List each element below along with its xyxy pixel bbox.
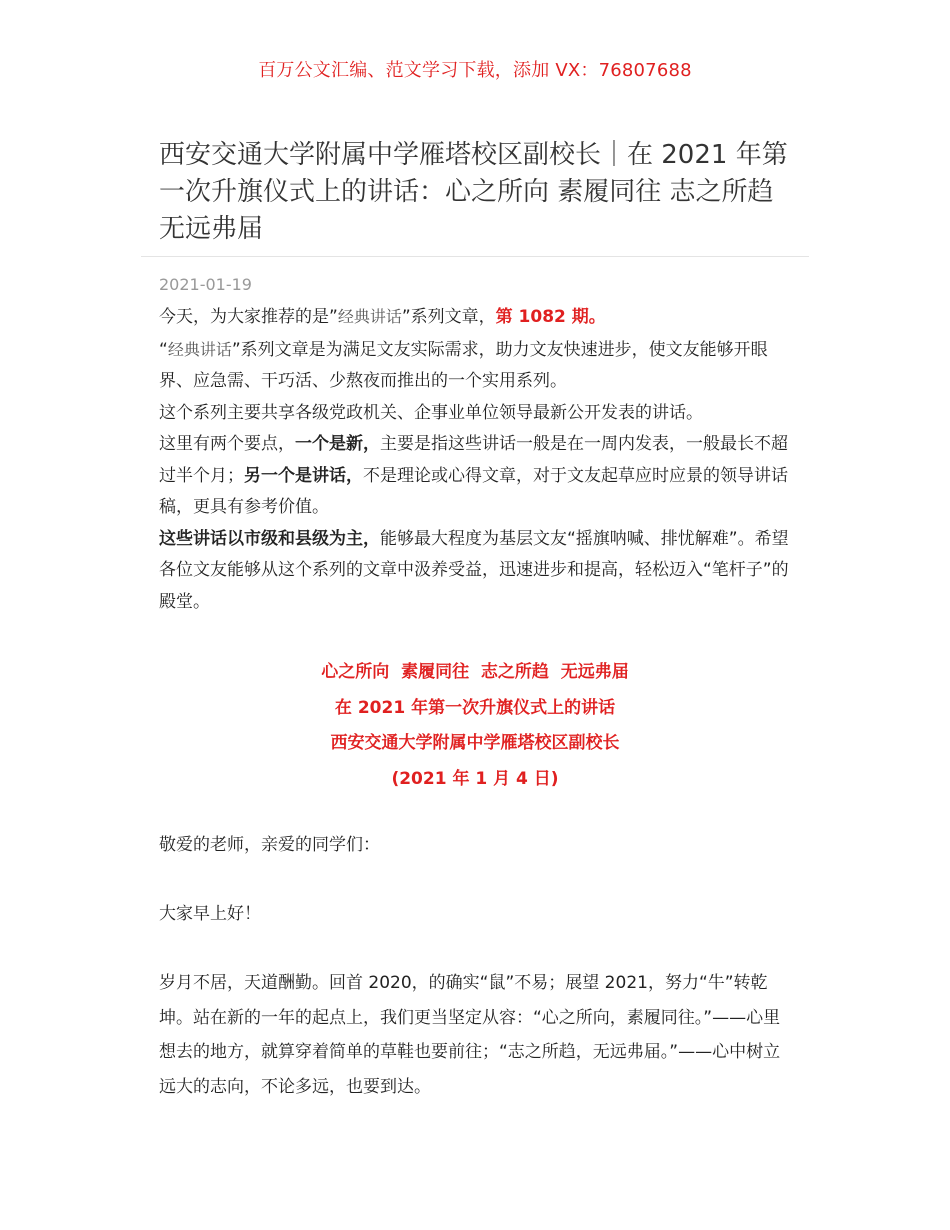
series-name: 经典讲话 — [337, 307, 402, 326]
series-name: 经典讲话 — [167, 339, 232, 359]
intro-p2-text-a: “ — [159, 339, 168, 360]
article-title: 西安交通大学附属中学雁塔校区副校长｜在 2021 年第一次升旗仪式上的讲话：心之所向 素履同往 志之所趋 无远弗届 — [159, 140, 788, 244]
intro-p1-text-a: 今天，为大家推荐的是” — [159, 307, 338, 327]
intro-paragraph-5 — [159, 524, 795, 619]
title-divider — [141, 256, 809, 257]
intro-p4-text-a: 这里有两个要点， — [159, 434, 295, 454]
intro-p1-text-b: ”系列文章， — [401, 307, 496, 327]
point-two-speech: 另一个是讲话， — [244, 465, 363, 486]
intro-p5-rest: 能够最大程度为基层文友“摇旗呐喊、排忧解难”。希望各位文友能够从这个系列的文章中汲养受益，迅速进步和提高，轻松迈入“笔杆子”的殿堂。 — [159, 528, 789, 612]
intro-p5-bold: 这些讲话以市级和县级为主， — [159, 528, 380, 549]
speech-morning: 大家早上好！ — [159, 904, 261, 924]
intro-p4-text-d: 不是理论或心得文章，对于文友起草应时应景的领导讲话稿，更具有参考价值。 — [159, 465, 788, 517]
publish-date: 2021-01-19 — [159, 275, 252, 294]
speech-heading-block — [0, 655, 950, 797]
speech-speaker: 西安交通大学附属中学雁塔校区副校长 — [330, 733, 620, 753]
intro-paragraph-3: 这个系列主要共享各级党政机关、企事业单位领导最新公开发表的讲话。 — [159, 402, 703, 423]
intro-p4-text-c: 主要是指这些讲话一般是在一周内发表，一般最长不超过半个月； — [159, 434, 788, 486]
point-one-new: 一个是新， — [295, 434, 380, 454]
speech-greeting: 敬爱的老师，亲爱的同学们： — [159, 835, 380, 855]
speech-occasion: 在 2021 年第一次升旗仪式上的讲话 — [334, 697, 616, 718]
speech-paragraph-1: 岁月不居，天道酬勤。回首 2020，的确实“鼠”不易；展望 2021，努力“牛”转乾坤。站在新的一年的起点上，我们更当坚定从容：“心之所向，素履同往。”——心里想去的地方，就算穿着简单的草鞋也要前往；“志之所趋，无远弗届。”——心中树立远大的志向，不论多远，也要到达。 — [159, 973, 781, 1097]
speech-date: (2021 年 1 月 4 日) — [391, 768, 559, 789]
speech-headline: 心之所向 素履同往 志之所趋 无远弗届 — [321, 662, 629, 682]
issue-number: 第 1082 期。 — [495, 307, 606, 327]
watermark-banner: 百万公文汇编、范文学习下载，添加 VX：76807688 — [258, 60, 692, 81]
intro-paragraph-1 — [159, 301, 795, 334]
intro-p2-text-b: ”系列文章是为满足文友实际需求，助力文友快速进步，使文友能够开眼界、应急需、干巧活、少熬夜而推出的一个实用系列。 — [159, 339, 768, 391]
intro-paragraph-4 — [159, 429, 795, 524]
intro-section — [159, 301, 795, 618]
intro-paragraph-2 — [159, 334, 795, 398]
